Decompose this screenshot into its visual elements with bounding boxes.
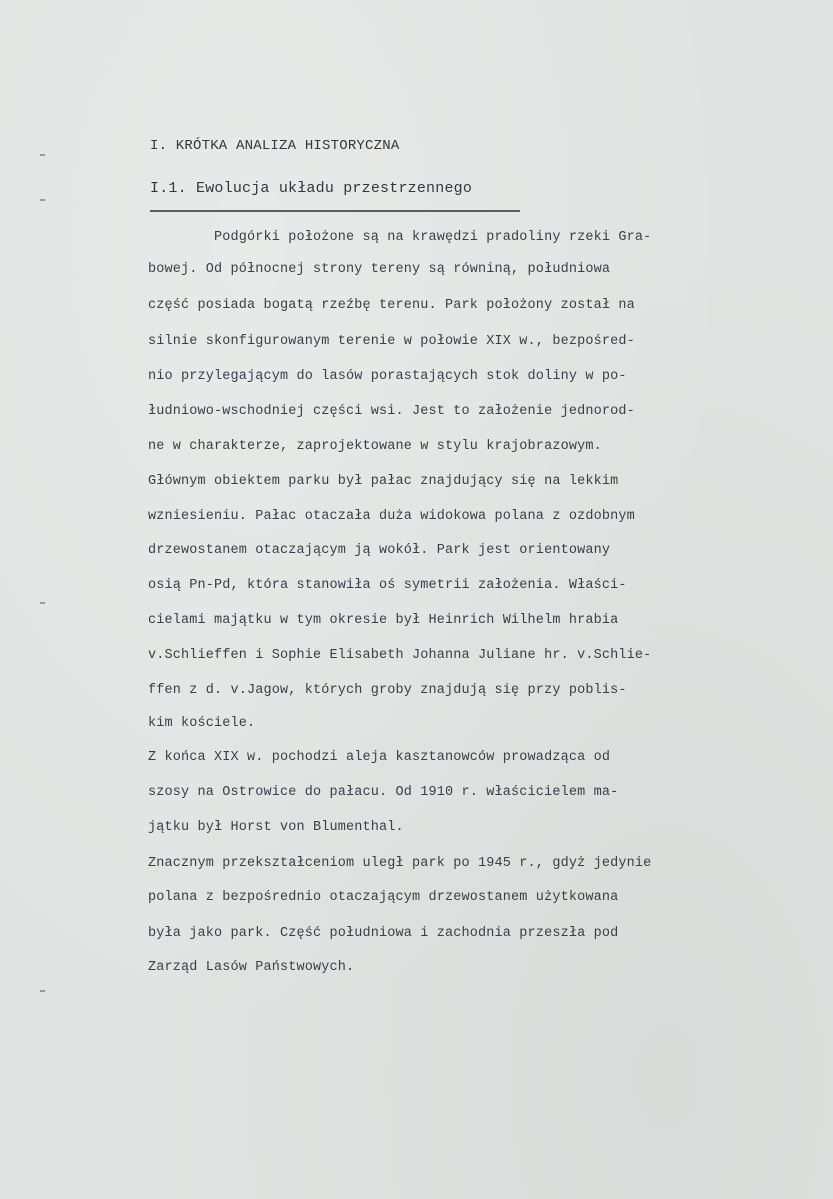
text-line: nio przylegającym do lasów porastających stok doliny w po- [148,369,627,384]
text-line: drzewostanem otaczającym ją wokół. Park jest orientowany [148,543,611,558]
text-line: osią Pn-Pd, która stanowiła oś symetrii założenia. Właści- [148,578,627,593]
text-line: szosy na Ostrowice do pałacu. Od 1910 r. właścicielem ma- [148,785,619,800]
margin-mark [40,990,45,992]
text-line: ne w charakterze, zaprojektowane w stylu krajobrazowym. [148,439,602,454]
text-line: wzniesieniu. Pałac otaczała duża widokowa polana z ozdobnym [148,509,635,524]
heading-underline [150,210,520,212]
text-line: Znacznym przekształceniom uległ park po 1945 r., gdyż jedynie [148,856,652,871]
text-line: bowej. Od północnej strony tereny są równiną, południowa [148,262,611,277]
margin-mark [40,602,45,604]
text-line: część posiada bogatą rzeźbę terenu. Park położony został na [148,298,635,313]
text-line: Głównym obiektem parku był pałac znajdujący się na lekkim [148,474,619,489]
text-line: polana z bezpośrednio otaczającym drzewostanem użytkowana [148,890,619,905]
text-line: cielami majątku w tym okresie był Heinrich Wilhelm hrabia [148,613,619,628]
margin-mark [40,154,45,156]
text-line: kim kościele. [148,716,256,731]
text-line: silnie skonfigurowanym terenie w połowie XIX w., bezpośred- [148,334,635,349]
text-line: Podgórki położone są na krawędzi pradoliny rzeki Gra- [148,230,652,245]
text-line: v.Schlieffen i Sophie Elisabeth Johanna Juliane hr. v.Schlie- [148,648,652,663]
text-line: była jako park. Część południowa i zachodnia przeszła pod [148,926,619,941]
text-line: łudniowo-wschodniej części wsi. Jest to założenie jednorod- [148,404,635,419]
text-line: jątku był Horst von Blumenthal. [148,820,404,835]
text-line: ffen z d. v.Jagow, których groby znajdują się przy poblis- [148,683,627,698]
text-line: Z końca XIX w. pochodzi aleja kasztanowców prowadząca od [148,750,611,765]
subsection-heading: I.1. Ewolucja układu przestrzennego [150,180,473,197]
section-heading: I. KRÓTKA ANALIZA HISTORYCZNA [150,138,400,154]
margin-mark [40,199,45,201]
text-line: Zarząd Lasów Państwowych. [148,960,355,975]
